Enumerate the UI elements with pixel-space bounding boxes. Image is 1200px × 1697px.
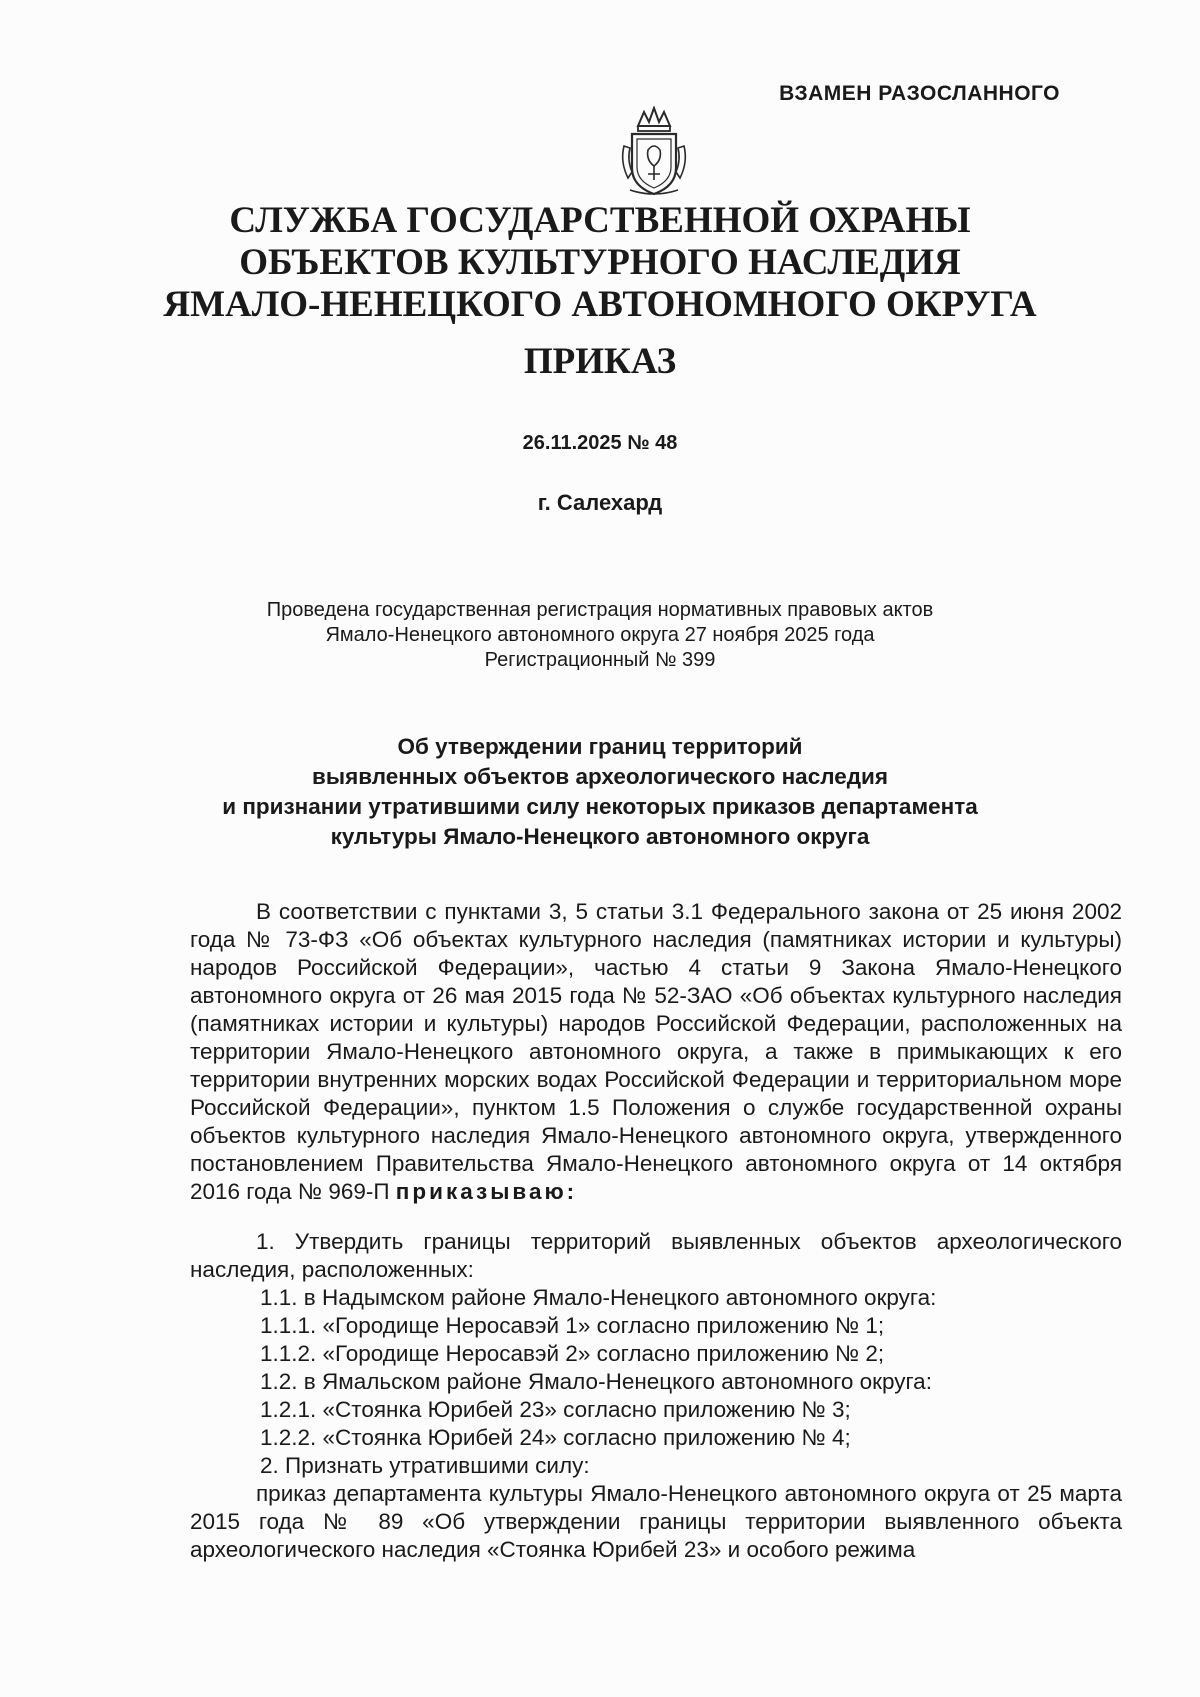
subject-line: выявленных объектов археологического наследия [312, 764, 888, 789]
replacement-stamp: ВЗАМЕН РАЗОСЛАННОГО [779, 82, 1060, 105]
order-title: ПРИКАЗ [523, 341, 677, 382]
agency-name [0, 200, 1200, 326]
agency-name-line: ЯМАЛО-НЕНЕЦКОГО АВТОНОМНОГО ОКРУГА [163, 284, 1037, 325]
agency-name-line: СЛУЖБА ГОСУДАРСТВЕННОЙ ОХРАНЫ [229, 200, 971, 241]
order-city: г. Салехард [537, 490, 663, 515]
order-body [190, 898, 1122, 1564]
subject-line: Об утверждении границ территорий [397, 734, 803, 759]
coat-of-arms-icon [618, 106, 690, 198]
item-1: 1. Утвердить границы территорий выявленных объектов археологического наследия, расположенных: [190, 1229, 1122, 1282]
order-date-number: 26.11.2025 № 48 [522, 432, 678, 454]
order-subject [0, 732, 1200, 852]
paragraph-gap [190, 1206, 1122, 1228]
registration-note [0, 598, 1200, 673]
item-1-1: 1.1. в Надымском районе Ямало-Ненецкого автономного округа: [260, 1285, 937, 1310]
command-word: приказываю: [395, 1179, 578, 1204]
subject-line: культуры Ямало-Ненецкого автономного округа [330, 824, 870, 849]
item-2: 2. Признать утратившими силу: [260, 1453, 590, 1478]
item-1-2-1: 1.2.1. «Стоянка Юрибей 23» согласно приложению № 3; [260, 1397, 851, 1422]
item-1-2: 1.2. в Ямальском районе Ямало-Ненецкого автономного округа: [260, 1369, 932, 1394]
preamble-paragraph [190, 898, 1122, 1206]
subject-line: и признании утратившими силу некоторых приказов департамента [222, 794, 978, 819]
item-1-2-2: 1.2.2. «Стоянка Юрибей 24» согласно приложению № 4; [260, 1425, 851, 1450]
registration-line: Проведена государственная регистрация нормативных правовых актов [266, 599, 934, 621]
agency-name-line: ОБЪЕКТОВ КУЛЬТУРНОГО НАСЛЕДИЯ [239, 242, 961, 283]
item-1-1-1: 1.1.1. «Городище Неросавэй 1» согласно приложению № 1; [260, 1313, 885, 1338]
registration-line: Регистрационный № 399 [484, 649, 716, 671]
registration-line: Ямало-Ненецкого автономного округа 27 ноября 2025 года [325, 624, 875, 646]
preamble-text: В соответствии с пунктами 3, 5 статьи 3.1 Федерального закона от 25 июня 2002 года № 73-ФЗ «Об объектах культурного наследия (памятниках истории и культуры) народов Российской Федерации», частью 4 статьи 9 Закона Ямало-Ненецкого автономного округа от 26 мая 2015 года № 52-ЗАО «Об объектах культурного наследия (памятниках истории и культуры) народов Российской Федерации, расположенных на территории Ямало-Ненецкого автономного округа, а также в примыкающих к его территории внутренних морских водах Российской Федерации и территориальном море Российской Федерации», пунктом 1.5 Положения о службе государственной охраны объектов культурного наследия Ямало-Ненецкого автономного округа, утвержденного постановлением Правительства Ямало-Ненецкого автономного округа от 14 октября 2016 года № 969-П [190, 899, 1122, 1204]
item-2-text: приказ департамента культуры Ямало-Ненецкого автономного округа от 25 марта 2015 года № 89 «Об утверждении границы территории выявленного объекта археологического наследия «Стоянка Юрибей 23» и особого режима [190, 1481, 1122, 1562]
item-1-1-2: 1.1.2. «Городище Неросавэй 2» согласно приложению № 2; [260, 1341, 885, 1366]
